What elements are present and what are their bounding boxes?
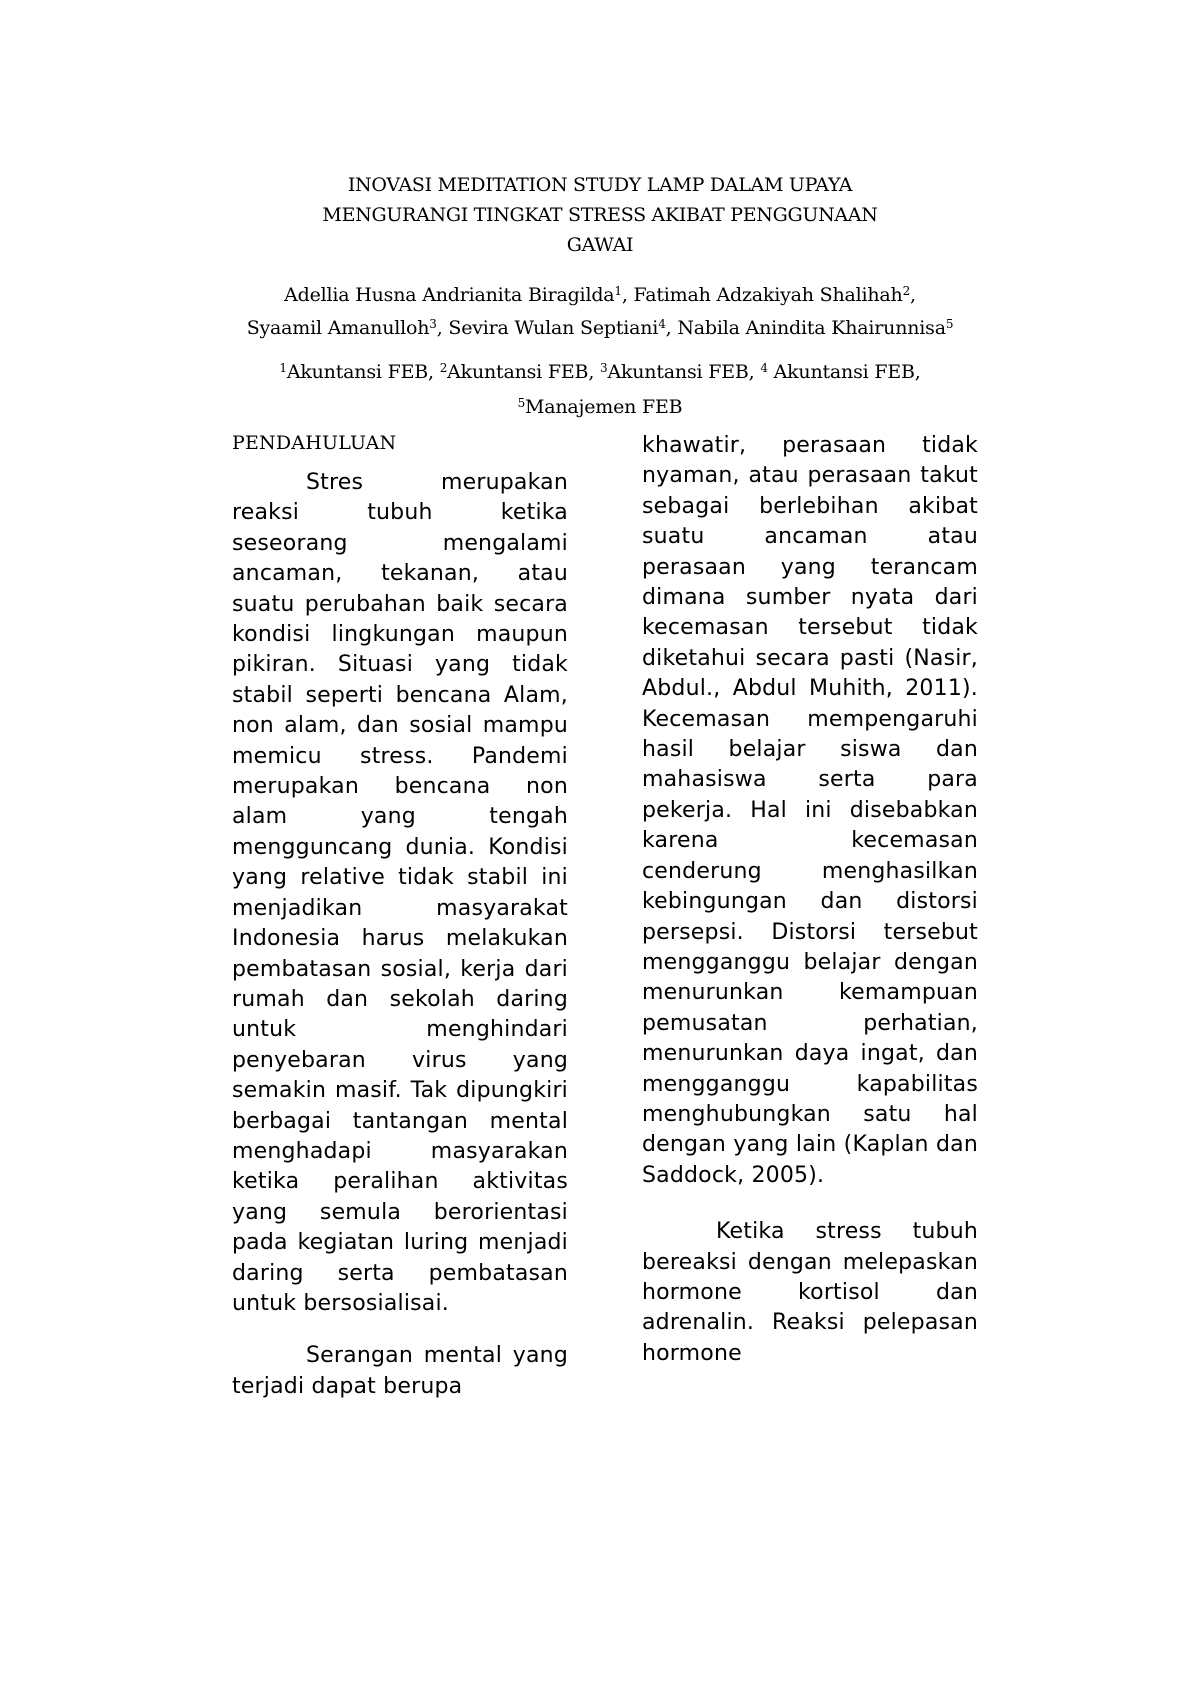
affiliation-name: Akuntansi FEB, [767,361,921,383]
author-affiliation-mark: 4 [658,317,666,331]
author-affiliation-mark: 3 [429,317,437,331]
section-heading: PENDAHULUAN [232,432,397,454]
affiliation-list [180,355,1020,425]
title-line-2: MENGURANGI TINGKAT STRESS AKIBAT PENGGUNAAN [322,204,878,226]
title-line-3: GAWAI [566,234,634,256]
author-separator: , [910,284,916,306]
author-name: Adellia Husna Andrianita Biragilda [284,284,615,306]
author-name: Nabila Anindita Khairunnisa [677,317,946,339]
affiliation-mark: 5 [517,396,525,410]
body-paragraph: Ketika stress tubuh bereaksi dengan melepaskan hormone kortisol dan adrenalin. Reaksi pelepasan hormone [642,1219,978,1366]
affiliation-mark: 1 [279,361,287,375]
paper-title [200,170,1000,260]
author-name: Fatimah Adzakiyah Shalihah [633,284,903,306]
body-paragraph: Stres merupakan reaksi tubuh ketika seseorang mengalami ancaman, tekanan, atau suatu perubahan baik secara kondisi lingkungan maupun pikiran. Situasi yang tidak stabil seperti bencana Alam, non alam, dan sosial mampu memicu stress. Pandemi merupakan bencana non alam yang tengah mengguncang dunia. Kondisi yang relative tidak stabil ini menjadikan masyarakat Indonesia harus melakukan pembatasan sosial, kerja dari rumah dan sekolah daring untuk menghindari penyebaran virus yang semakin masif. Tak dipungkiri berbagai tantangan mental menghadapi masyarakan ketika peralihan aktivitas yang semula berorientasi pada kegiatan luring menjadi daring serta pembatasan untuk bersosialisai. [232,470,568,1316]
affiliation-mark: 2 [439,361,448,375]
affiliation-mark: 4 [760,361,768,375]
affiliation-name: Akuntansi FEB, [447,361,600,383]
affiliation-line-1 [180,355,1020,390]
affiliation-name: Akuntansi FEB, [286,361,440,383]
affiliation-line-2 [180,390,1020,425]
affiliation-name: Akuntansi FEB, [607,361,761,383]
author-separator: , [436,317,449,339]
body-paragraph: Serangan mental yang terjadi dapat berupa [232,1343,568,1399]
author-name: Syaamil Amanulloh [246,317,430,339]
author-list [180,279,1020,345]
body-paragraph-continued: khawatir, perasaan tidak nyaman, atau perasaan takut sebagai berlebihan akibat suatu ancaman atau perasaan yang terancam dimana sumber nyata dari kecemasan tersebut tidak diketahui secara pasti (Nasir, Abdul., Abdul Muhith, 2011). Kecemasan mempengaruhi hasil belajar siswa dan mahasiswa serta para pekerja. Hal ini disebabkan karena kecemasan cenderung menghasilkan kebingungan dan distorsi persepsi. Distorsi tersebut mengganggu belajar dengan menurunkan kemampuan pemusatan perhatian, menurunkan daya ingat, dan mengganggu kapabilitas menghubungkan satu hal dengan yang lain (Kaplan dan Saddock, 2005). [642,433,978,1188]
affiliation-name: Manajemen FEB [525,396,683,418]
author-line-1 [180,279,1020,312]
author-name: Sevira Wulan Septiani [448,317,659,339]
author-separator: , [621,284,634,306]
right-column [642,431,978,1369]
title-line-1: INOVASI MEDITATION STUDY LAMP DALAM UPAYA [347,174,853,196]
author-affiliation-mark: 1 [614,284,622,298]
affiliation-mark: 3 [600,361,608,375]
author-separator: , [665,317,678,339]
left-column [232,428,568,1402]
author-affiliation-mark: 2 [902,284,911,298]
author-affiliation-mark: 5 [945,317,954,331]
author-line-2 [180,312,1020,345]
